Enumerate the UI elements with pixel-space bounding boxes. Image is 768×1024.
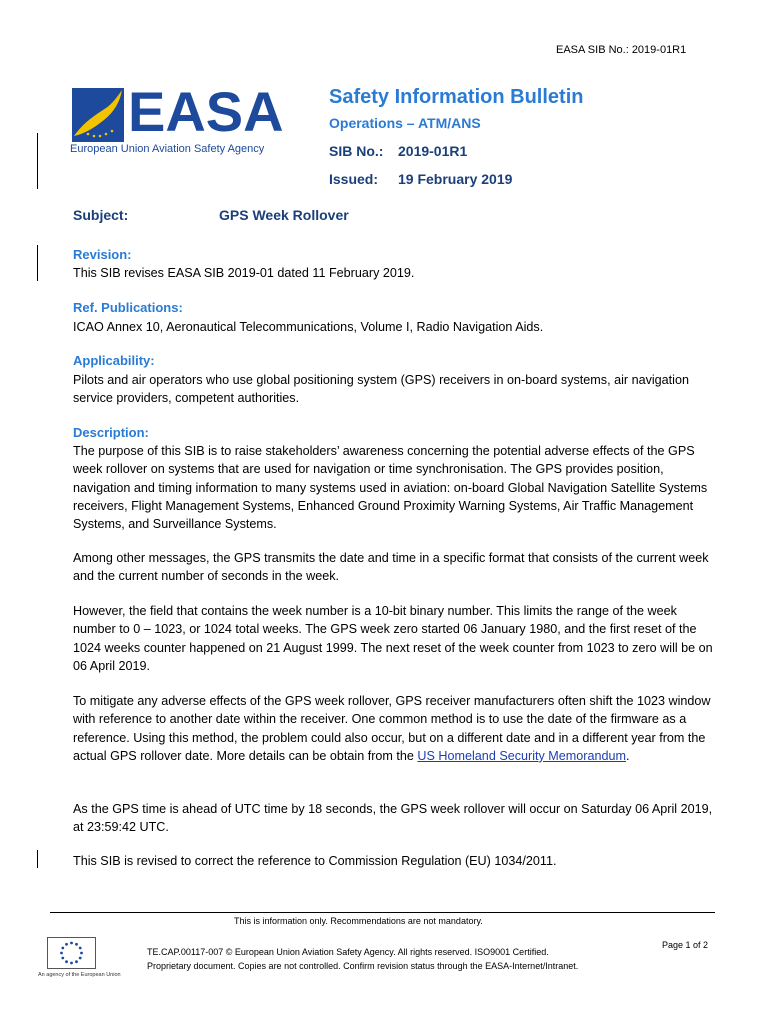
- description-paragraph-3: However, the field that contains the week number is a 10-bit binary number. This limits the range of the week number to 0 – 1023, or 1024 total weeks. The GPS week zero started 06 January 1980, and the first reset of the 1024 weeks counter happened on 21 August 1999. The next reset of the week counter from 1023 to zero will be on 06 April 2019.: [73, 604, 713, 673]
- change-bar: [37, 245, 38, 281]
- sib-reference: EASA SIB No.: 2019-01R1: [556, 44, 687, 56]
- subject-value: GPS Week Rollover: [219, 207, 349, 223]
- description-paragraph-6: This SIB is revised to correct the reference to Commission Regulation (EU) 1034/2011.: [73, 854, 557, 868]
- agency-name: European Union Aviation Safety Agency: [70, 143, 265, 155]
- applicability-text: Pilots and air operators who use global positioning system (GPS) receivers in on-board systems, air navigation service providers, competent authorities.: [73, 373, 689, 406]
- copyright-line-2: Proprietary document. Copies are not controlled. Confirm revision status through the EASA-Internet/Intranet.: [147, 961, 579, 971]
- footer-divider: [50, 912, 715, 913]
- eu-flag-icon: [47, 937, 96, 969]
- description-heading: Description:: [73, 425, 149, 440]
- ref-publications-text: ICAO Annex 10, Aeronautical Telecommunications, Volume I, Radio Navigation Aids.: [73, 320, 544, 334]
- sib-number-value: 2019-01R1: [398, 143, 468, 159]
- revision-text: This SIB revises EASA SIB 2019-01 dated 11 February 2019.: [73, 266, 415, 280]
- subject-label: Subject:: [73, 207, 129, 223]
- description-paragraph-4: [73, 692, 713, 765]
- page-number: Page 1 of 2: [662, 940, 709, 950]
- description-paragraph-1: The purpose of this SIB is to raise stakeholders’ awareness concerning the potential adverse effects of the GPS week rollover on systems that are used for navigation or time synchronisation. The GPS provides position, navigation and timing information to many systems used in aviation: on-board Global Navigation Satellite Systems receivers, Flight Management Systems, Enhanced Ground Proximity Warning Systems, Air Traffic Management Systems, and Surveillance Systems.: [73, 444, 708, 532]
- footer-disclaimer: This is information only. Recommendations are not mandatory.: [234, 916, 483, 926]
- easa-bird-logo-icon: [70, 86, 126, 144]
- eu-agency-caption: An agency of the European Union: [38, 972, 121, 978]
- paragraph-4-end: .: [626, 748, 630, 763]
- easa-wordmark: EASA: [128, 80, 284, 143]
- bulletin-title: Safety Information Bulletin: [329, 86, 584, 108]
- footer-copyright: [147, 945, 578, 973]
- paragraph-4-text: To mitigate any adverse effects of the GPS week rollover, GPS receiver manufacturers often shift the 1023 window with reference to another date within the receiver. One common method is to use the date of the firmware as a reference. Using this method, the problem could also occur, but on a different date and in a different year from the actual GPS rollover date. More details can be obtain from the: [73, 694, 711, 763]
- change-bar: [37, 133, 38, 189]
- issued-label: Issued:: [329, 171, 379, 187]
- homeland-security-memorandum-link[interactable]: US Homeland Security Memorandum: [417, 748, 626, 763]
- copyright-line-1: TE.CAP.00117-007 © European Union Aviation Safety Agency. All rights reserved. ISO9001 Certified.: [147, 947, 549, 957]
- revision-heading: Revision:: [73, 247, 132, 262]
- description-paragraph-5: As the GPS time is ahead of UTC time by 18 seconds, the GPS week rollover will occur on Saturday 06 April 2019, at 23:59:42 UTC.: [73, 802, 713, 835]
- bulletin-domain: Operations – ATM/ANS: [329, 115, 481, 131]
- description-paragraph-2: Among other messages, the GPS transmits the date and time in a specific format that consists of the current week and the current number of seconds in the week.: [73, 551, 709, 584]
- applicability-heading: Applicability:: [73, 353, 155, 368]
- change-bar: [37, 850, 38, 868]
- ref-publications-heading: Ref. Publications:: [73, 300, 183, 315]
- sib-number-label: SIB No.:: [329, 143, 384, 159]
- issued-value: 19 February 2019: [398, 171, 513, 187]
